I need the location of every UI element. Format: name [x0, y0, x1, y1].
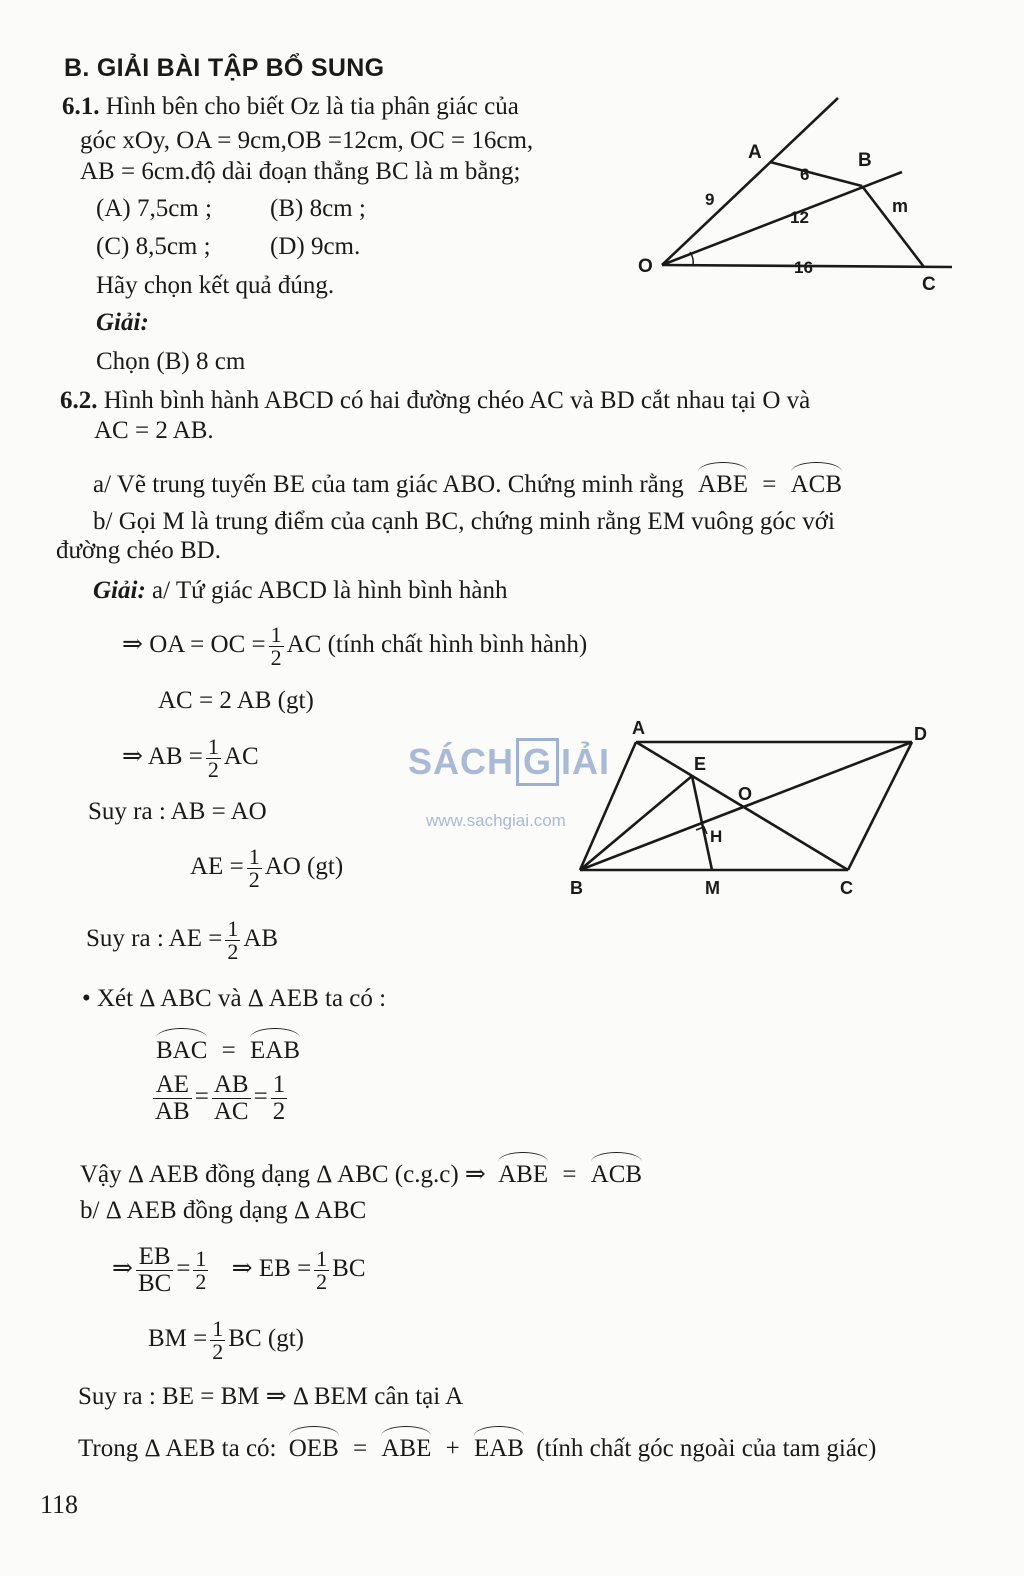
step-text: AC — [223, 743, 259, 771]
watermark-text: IẢI — [561, 741, 611, 782]
option-c: (C) 8,5cm ; — [96, 233, 211, 260]
problem-6-1-line1 — [62, 92, 519, 122]
fig1-length-bc: m — [892, 196, 909, 216]
fig2-label-e: E — [694, 754, 707, 774]
step-text: Trong Δ AEB ta có: — [78, 1435, 277, 1462]
angle-acb: ACB — [791, 466, 842, 500]
equals-sign: = — [353, 1435, 368, 1462]
fig1-length-ab: 6 — [800, 165, 810, 184]
step-oa-oc — [122, 624, 587, 669]
angle-oeb: OEB — [289, 1430, 339, 1464]
fraction-half — [193, 1248, 208, 1293]
step-text: AC (tính chất hình bình hành) — [286, 631, 588, 659]
numerator: EB — [136, 1244, 173, 1271]
angle-eab: EAB — [250, 1032, 300, 1066]
fraction-ab-ac — [212, 1072, 251, 1125]
numerator: 1 — [316, 1246, 328, 1271]
fraction-half — [206, 736, 221, 781]
page-number: 118 — [40, 1490, 79, 1519]
equals-sign: = — [762, 471, 777, 498]
step-text: ⇒ OA = OC = — [122, 631, 266, 659]
step-similar-conclusion — [80, 1156, 642, 1190]
problem-6-1-line3: AB = 6cm.độ dài đoạn thẳng BC là m bằng; — [80, 158, 521, 185]
problem-text: Hình bình hành ABCD có hai đường chéo AC và BD cắt nhau tại O và — [103, 387, 811, 414]
step-text: Suy ra : AE = — [86, 925, 223, 953]
fig2-label-d: D — [914, 724, 927, 744]
solution-intro-text: a/ Tứ giác ABCD là hình bình hành — [152, 577, 508, 604]
watermark-box: G — [516, 738, 559, 786]
fig1-label-a: A — [748, 142, 762, 163]
numerator: AE — [153, 1072, 192, 1099]
part-a-text — [93, 466, 842, 500]
denominator: BC — [137, 1270, 172, 1297]
numerator: 1 — [207, 734, 219, 759]
step-text: AO (gt) — [264, 853, 344, 881]
denominator: 2 — [207, 757, 219, 782]
equals-sign: = — [194, 1083, 209, 1111]
step-angle-equality — [156, 1032, 300, 1066]
fig1-label-o: O — [638, 256, 653, 277]
numerator: 1 — [195, 1246, 207, 1271]
step-ab-half-ac — [122, 736, 259, 781]
denominator: AB — [155, 1098, 190, 1125]
numerator: 1 — [212, 1316, 224, 1341]
angle-eab: EAB — [474, 1430, 524, 1464]
denominator: 2 — [195, 1269, 207, 1294]
angle-acb: ACB — [591, 1156, 642, 1190]
part-b-line1: b/ Gọi M là trung điểm của cạnh BC, chứng minh rằng EM vuông góc với — [93, 508, 835, 535]
figure-parallelogram — [560, 712, 950, 912]
step-ae-half-ao — [190, 846, 343, 891]
step-text: BM = — [148, 1325, 208, 1353]
part-b-solution: b/ Δ AEB đồng dạng Δ ABC — [80, 1197, 367, 1224]
fraction-eb-bc — [136, 1244, 173, 1297]
step-bm-half-bc — [148, 1318, 304, 1363]
fraction-half — [225, 918, 240, 963]
section-title: B. GIẢI BÀI TẬP BỔ SUNG — [64, 54, 385, 82]
problem-6-1-line2: góc xOy, OA = 9cm,OB =12cm, OC = 16cm, — [80, 127, 534, 154]
fig1-length-oc: 16 — [794, 258, 813, 277]
step-ac-2ab: AC = 2 AB (gt) — [158, 687, 314, 714]
fraction-ae-ab — [153, 1072, 192, 1125]
angle-abe: ABE — [381, 1430, 431, 1464]
fraction-half — [271, 1072, 288, 1125]
step-text: AB — [243, 925, 279, 953]
step-ae-half-ab — [86, 918, 278, 963]
numerator: 1 — [227, 916, 239, 941]
fig1-label-c: C — [922, 274, 936, 295]
denominator: AC — [213, 1098, 249, 1125]
fig2-label-a: A — [632, 718, 645, 738]
solution-label: Giải: — [96, 309, 149, 336]
fig2-label-h: H — [710, 827, 723, 846]
answer-text: Chọn (B) 8 cm — [96, 348, 246, 375]
fig2-label-c: C — [840, 878, 853, 898]
fraction-half — [269, 624, 284, 669]
step-text: ⇒ AB = — [122, 743, 203, 771]
denominator: 2 — [270, 645, 282, 670]
fraction-half — [247, 846, 262, 891]
step-ratio-equality — [150, 1072, 290, 1125]
plus-sign: + — [445, 1435, 460, 1462]
problem-6-2-line2: AC = 2 AB. — [94, 417, 214, 444]
fraction-half — [210, 1318, 225, 1363]
angle-bac: BAC — [156, 1032, 207, 1066]
prompt-text: Hãy chọn kết quả đúng. — [96, 272, 335, 299]
solution-intro — [93, 576, 507, 606]
watermark-logo — [408, 738, 610, 786]
fig2-label-o: O — [738, 784, 753, 804]
equals-sign: = — [176, 1255, 191, 1283]
option-b: (B) 8cm ; — [270, 195, 366, 222]
problem-text: Hình bên cho biết Oz là tia phân giác của — [105, 93, 519, 120]
step-text: BC (gt) — [228, 1325, 304, 1353]
equals-sign: = — [253, 1083, 268, 1111]
step-ab-ao: Suy ra : AB = AO — [88, 798, 267, 825]
numerator: 1 — [272, 1071, 286, 1098]
problem-6-2-line1 — [60, 386, 810, 416]
option-a: (A) 7,5cm ; — [96, 195, 212, 222]
angle-abe: ABE — [698, 466, 748, 500]
angle-abe: ABE — [498, 1156, 548, 1190]
step-exterior-angle — [78, 1430, 876, 1464]
fig1-length-oa: 9 — [705, 190, 715, 209]
equals-sign: = — [221, 1037, 236, 1064]
fig2-label-b: B — [570, 878, 583, 898]
denominator: 2 — [272, 1098, 286, 1125]
step-eb-half-bc — [112, 1244, 366, 1297]
figure-angle-bisector — [630, 90, 970, 300]
step-text: ⇒ EB = — [231, 1255, 312, 1283]
step-text: Vậy Δ AEB đồng dạng Δ ABC (c.g.c) ⇒ — [80, 1161, 486, 1188]
step-isosceles: Suy ra : BE = BM ⇒ Δ BEM cân tại A — [78, 1383, 464, 1410]
implies-arrow: ⇒ — [112, 1255, 133, 1283]
numerator: AB — [213, 1071, 249, 1098]
denominator: 2 — [248, 867, 260, 892]
step-consider-triangles: • Xét Δ ABC và Δ AEB ta có : — [82, 985, 387, 1012]
solution-label: Giải: — [93, 577, 146, 604]
option-d: (D) 9cm. — [270, 233, 361, 260]
step-text: BC — [332, 1255, 366, 1283]
fig2-label-m: M — [705, 878, 720, 898]
part-b-line2: đường chéo BD. — [56, 537, 221, 564]
part-a-statement: a/ Vẽ trung tuyến BE của tam giác ABO. Chứng minh rằng — [93, 471, 684, 498]
problem-label: 6.2. — [60, 387, 98, 414]
watermark-url: www.sachgiai.com — [426, 811, 566, 830]
step-text: (tính chất góc ngoài của tam giác) — [536, 1435, 877, 1462]
problem-label: 6.1. — [62, 93, 100, 120]
fig1-label-b: B — [858, 150, 872, 171]
fraction-half — [314, 1248, 329, 1293]
numerator: 1 — [248, 844, 260, 869]
fig1-length-ob: 12 — [790, 208, 809, 227]
denominator: 2 — [212, 1339, 224, 1364]
denominator: 2 — [227, 939, 239, 964]
step-text: AE = — [190, 853, 244, 881]
denominator: 2 — [316, 1269, 328, 1294]
equals-sign: = — [562, 1161, 577, 1188]
numerator: 1 — [270, 622, 282, 647]
watermark-text: SÁCH — [408, 741, 515, 782]
